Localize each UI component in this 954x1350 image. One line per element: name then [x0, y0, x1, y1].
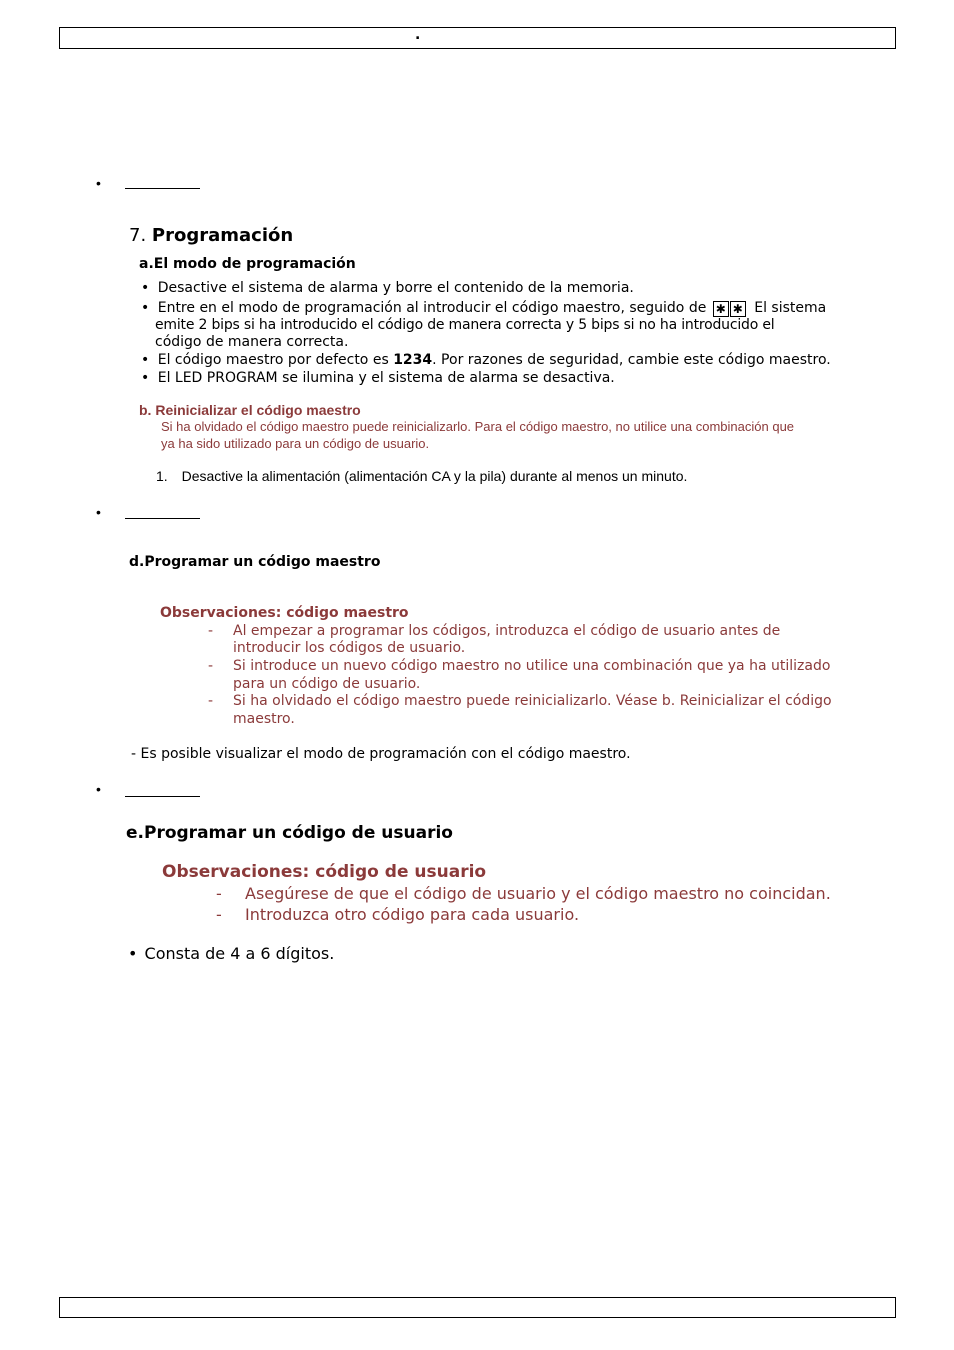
footer-frame — [59, 1297, 896, 1318]
d-obs-1: Al empezar a programar los códigos, introduzca el código de usuario antes de — [233, 623, 781, 639]
a-item-4: • El LED PROGRAM se ilumina y el sistema de alarma se desactiva. — [141, 370, 615, 386]
d-obs-3: Si ha olvidado el código maestro puede reinicializarlo. Véase b. Reinicializar el código — [233, 693, 832, 709]
d-observations-title: Observaciones: código maestro — [160, 605, 409, 621]
b-step-1 — [156, 468, 687, 485]
e-obs-1: Asegúrese de que el código de usuario y el código maestro no coincidan. — [245, 884, 831, 903]
bullet-marker-2: • — [96, 504, 101, 520]
a-item-1: • Desactive el sistema de alarma y borre el contenido de la memoria. — [141, 280, 634, 296]
e-bullet: • Consta de 4 a 6 dígitos. — [128, 944, 335, 963]
bullet-marker-3: • — [96, 781, 101, 797]
bullet-dot: • — [128, 944, 138, 963]
a-item-2: • Entre en el modo de programación al introducir el código maestro, seguido de ✱ ✱ El sistema — [141, 300, 827, 316]
bullet-dot: • — [141, 280, 150, 296]
step-text: Desactive la alimentación (alimentación CA y la pila) durante al menos un minuto. — [181, 468, 688, 484]
d-obs-1-cont: introducir los códigos de usuario. — [233, 640, 466, 656]
bullet-dot: • — [141, 352, 150, 368]
section-title-text: Programación — [151, 225, 294, 246]
a-item-3: • El código maestro por defecto es 1234. Por razones de seguridad, cambie este código maestro. — [141, 352, 831, 368]
bullet-marker-1: • — [96, 175, 101, 191]
header-dot: . — [415, 27, 421, 43]
star-key-icon: ✱ — [730, 301, 746, 317]
bullet-dot: • — [141, 300, 150, 316]
section-title — [129, 226, 293, 246]
bullet-dot: • — [141, 370, 150, 386]
dash: - — [208, 623, 214, 639]
section-number: 7. — [129, 225, 147, 246]
heading-a: a.El modo de programación — [139, 256, 356, 272]
d-obs-2-cont: para un código de usuario. — [233, 676, 421, 692]
bullet-rule-1 — [125, 188, 200, 189]
dash: - — [216, 884, 222, 903]
d-obs-3-cont: maestro. — [233, 711, 295, 727]
step-number: 1. — [156, 468, 168, 484]
dash: - — [208, 658, 214, 674]
dash: - — [216, 905, 222, 924]
d-obs-2: Si introduce un nuevo código maestro no utilice una combinación que ya ha utilizado — [233, 658, 831, 674]
d-note: - Es posible visualizar el modo de programación con el código maestro. — [131, 746, 631, 762]
a-item-2-cont-1: emite 2 bips si ha introducido el código de manera correcta y 5 bips si no ha introducido el — [155, 317, 775, 333]
star-key-icon: ✱ — [713, 301, 729, 317]
dash: - — [208, 693, 214, 709]
a-item-2-cont-2: código de manera correcta. — [155, 334, 349, 350]
b-paragraph-line-1: Si ha olvidado el código maestro puede reinicializarlo. Para el código maestro, no utilice una combinación que — [161, 419, 795, 434]
heading-d: d.Programar un código maestro — [129, 554, 381, 570]
header-frame — [59, 27, 896, 49]
bullet-rule-2 — [125, 518, 200, 519]
e-obs-2: Introduzca otro código para cada usuario. — [245, 905, 580, 924]
heading-b: b. Reinicializar el código maestro — [139, 402, 361, 418]
heading-e: e.Programar un código de usuario — [126, 823, 453, 843]
e-observations-title: Observaciones: código de usuario — [162, 862, 487, 882]
b-paragraph-line-2: ya ha sido utilizado para un código de usuario. — [161, 436, 430, 451]
bullet-rule-3 — [125, 796, 200, 797]
